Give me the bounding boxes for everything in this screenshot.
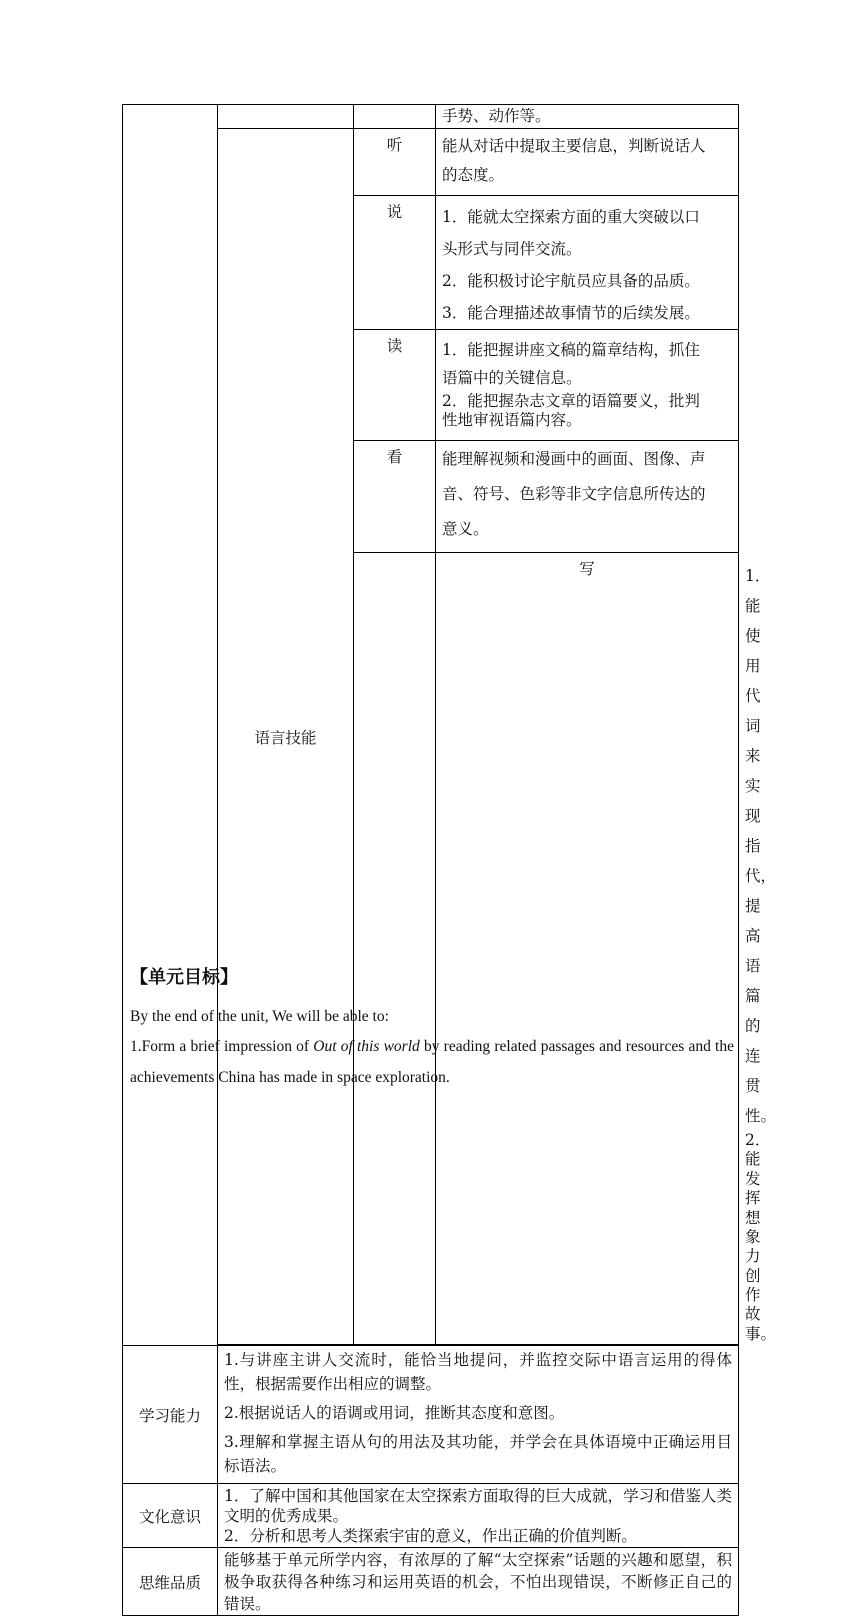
thinking-quality-content: 能够基于单元所学内容，有浓厚的了解“太空探索”话题的兴趣和愿望，积极争取获得各种练习和运用英语的机会，不怕出现错误，不断修正自己的错误。 [218, 1548, 739, 1616]
text-line: 1．能把握讲座文稿的篇章结构，抓住 [442, 341, 700, 359]
text-line: 3．能合理描述故事情节的后续发展。 [442, 304, 700, 322]
cultural-awareness-label: 文化意识 [123, 1484, 218, 1548]
text-line: 性地审视语篇内容。 [442, 411, 582, 430]
item-1-before: 1.Form a brief impression of [130, 1038, 314, 1055]
cultural-awareness-content [218, 1484, 739, 1548]
text-line: 的态度。 [442, 166, 505, 185]
text-line: 2.根据说话人的语调或用词，推断其态度和意图。 [224, 1404, 565, 1423]
learning-ability-label: 学习能力 [123, 1346, 218, 1484]
item-1-title: Out of this world [313, 1038, 420, 1055]
text-line: 2．能把握杂志文章的语篇要义，批判 [442, 392, 700, 410]
text-line: 能从对话中提取主要信息，判断说话人 [442, 137, 706, 155]
unit-objectives-table [122, 104, 777, 1616]
table-row [123, 1548, 739, 1616]
text-line: 3.理解和掌握主语从句的用法及其功能，并学会在具体语境中正确运用目标语法。 [224, 1433, 732, 1476]
skill-listening-content [436, 129, 739, 196]
text-line: 1．能就太空探索方面的重大突破以口 [442, 208, 700, 226]
text-line: 能理解视频和漫画中的画面、图像、声 [442, 450, 706, 468]
table-row [123, 1346, 739, 1484]
text-line: 1.与讲座主讲人交流时，能恰当地提问，并监控交际中语言运用的得体性，根据需要作出相应的调整。 [224, 1351, 732, 1394]
language-skills-label: 语言技能 [218, 129, 354, 1345]
table-row [123, 105, 739, 129]
text-line: 意义。 [442, 520, 489, 538]
learning-ability-content [218, 1346, 739, 1484]
text-line: 1．了解中国和其他国家在太空探索方面取得的巨大成就，学习和借鉴人类文明的优秀成果。 [224, 1487, 732, 1526]
skill-writing: 写 [436, 553, 739, 1345]
blank-cell [354, 105, 436, 129]
text-line: 2．能积极讨论宇航员应具备的品质。 [442, 272, 700, 290]
text-line: 语篇中的关键信息。 [442, 369, 582, 387]
unit-goals-heading: 【单元目标】 [130, 967, 238, 988]
text-line: 头形式与同伴交流。 [442, 240, 582, 258]
skill-listening: 听 [354, 129, 436, 196]
skill-speaking: 说 [354, 196, 436, 330]
skill-viewing-content [436, 441, 739, 553]
thinking-quality-label: 思维品质 [123, 1548, 218, 1616]
skill-reading: 读 [354, 330, 436, 441]
top-row-text: 手势、动作等。 [436, 105, 739, 129]
skill-reading-content [436, 330, 739, 441]
blank-cell [123, 105, 218, 1346]
unit-goals-intro: By the end of the unit, We will be able to: [130, 1008, 389, 1025]
table-row [123, 1484, 739, 1548]
blank-cell [218, 105, 354, 129]
text-line: 2．分析和思考人类探索宇宙的意义，作出正确的价值判断。 [224, 1527, 637, 1546]
skill-viewing: 看 [354, 441, 436, 553]
item-1-after: by reading related passages and resources and the achievements China has made in space exploration. [130, 1038, 734, 1086]
unit-goals-item-1 [130, 1031, 734, 1093]
text-line: 音、符号、色彩等非文字信息所传达的 [442, 485, 706, 503]
table-row: 写 1．能使用代词来实现指代，提高语篇 的连贯性。 2．能发挥想象力创作故事。 [123, 553, 739, 1345]
blank-cell [354, 553, 436, 1345]
skill-speaking-content [436, 196, 739, 330]
